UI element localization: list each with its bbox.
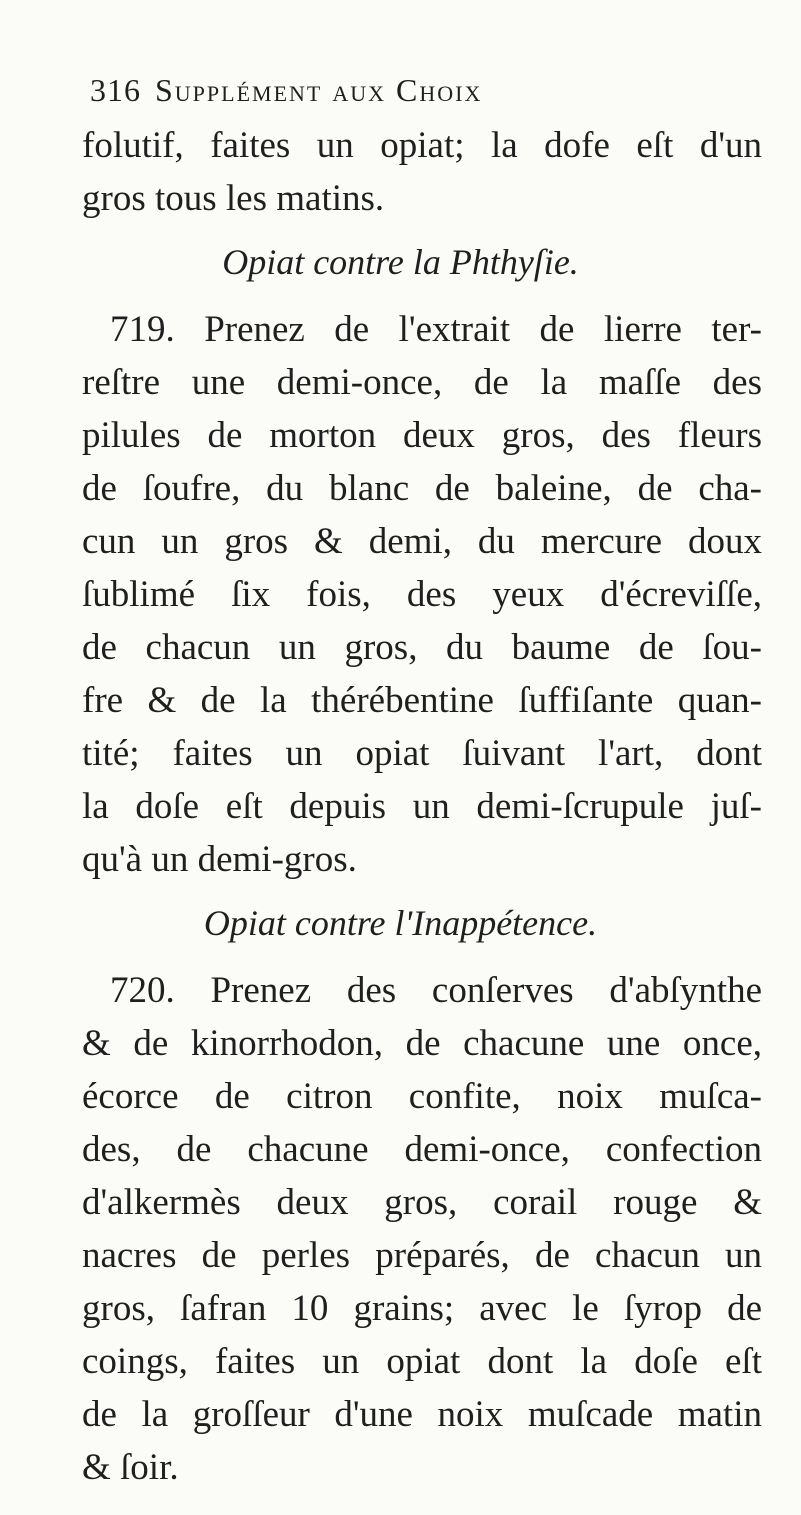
section-heading-phthisis: Opiat contre la Phthyſie. <box>222 242 579 282</box>
paragraph-line: d'alkermès deux gros, corail rouge & <box>82 1182 762 1223</box>
paragraph-line: de la groſſeur d'une noix muſcade matin <box>82 1394 762 1435</box>
paragraph-line: cun un gros & demi, du mercure doux <box>82 521 762 562</box>
page-number: 316 <box>90 72 141 108</box>
running-title: Supplément aux Choix <box>155 72 483 108</box>
section-heading-inappetence: Opiat contre l'Inappétence. <box>203 903 598 943</box>
paragraph-line: gros, ſafran 10 grains; avec le ſyrop de <box>82 1288 762 1329</box>
paragraph-line: fre & de la thérébentine ſuffiſante quan- <box>82 680 762 721</box>
paragraph-line: coings, faites un opiat dont la doſe eſt <box>82 1341 762 1382</box>
paragraph-line: la doſe eſt depuis un demi-ſcrupule juſ- <box>82 786 762 827</box>
paragraph-line: pilules de morton deux gros, des fleurs <box>82 415 762 456</box>
continuation-line: folutif, faites un opiat; la dofe eſt d'un <box>82 125 762 166</box>
paragraph-line: & ſoir. <box>82 1447 179 1488</box>
paragraph-line: reſtre une demi-once, de la maſſe des <box>82 362 762 403</box>
paragraph-line: des, de chacune demi-once, confection <box>82 1129 762 1170</box>
paragraph-line: 719. Prenez de l'extrait de lierre ter- <box>110 309 762 350</box>
paragraph-line: & de kinorrhodon, de chacune une once, <box>82 1023 762 1064</box>
paragraph-line: tité; faites un opiat ſuivant l'art, dont <box>82 733 762 774</box>
paragraph-line: ſublimé ſix fois, des yeux d'écreviſſe, <box>82 574 762 615</box>
paragraph-line: de ſoufre, du blanc de baleine, de cha- <box>82 468 762 509</box>
continuation-line: gros tous les matins. <box>82 178 385 219</box>
page-header <box>90 68 750 112</box>
paragraph-line: qu'à un demi-gros. <box>82 839 357 880</box>
paragraph-line: de chacun un gros, du baume de ſou- <box>82 627 762 668</box>
paragraph-line: écorce de citron confite, noix muſca- <box>82 1076 762 1117</box>
paragraph-line: 720. Prenez des conſerves d'abſynthe <box>110 970 762 1011</box>
paragraph-line: nacres de perles préparés, de chacun un <box>82 1235 762 1276</box>
